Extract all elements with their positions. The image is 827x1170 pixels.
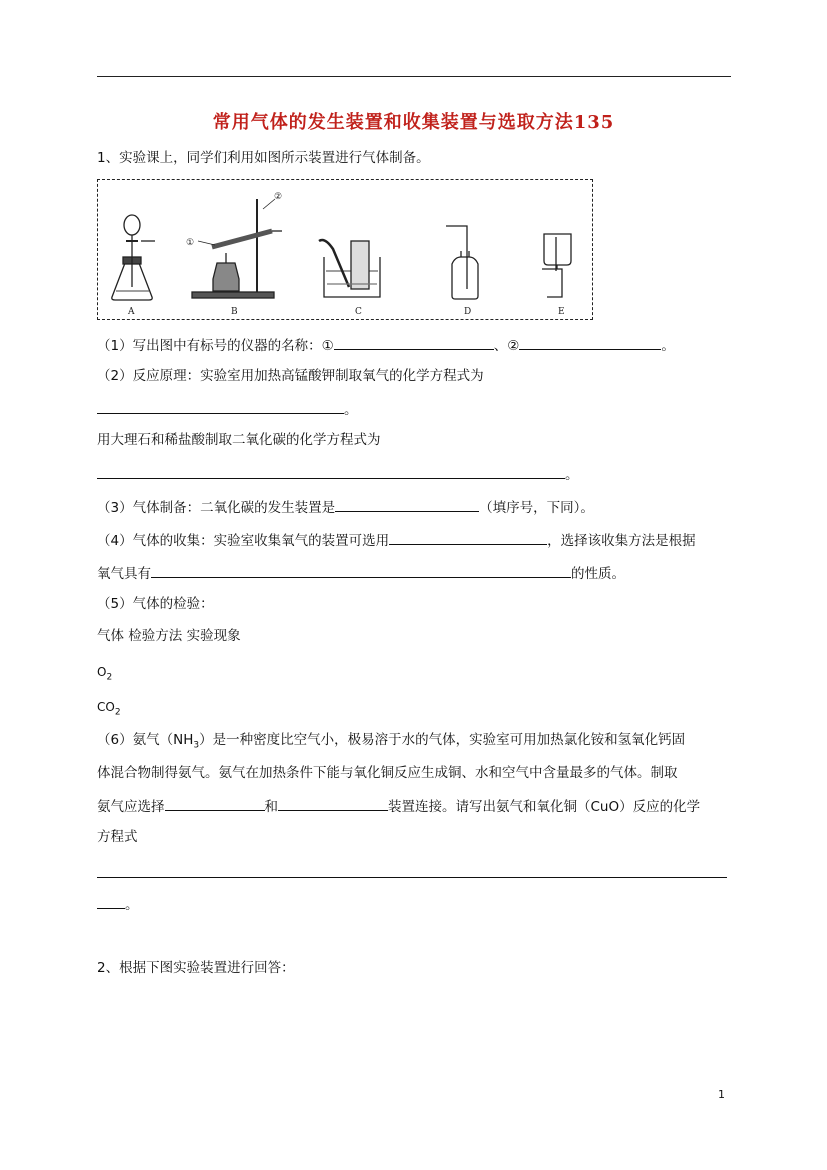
q1-part-6-line1	[97, 730, 685, 756]
q1-p1-text-a: （1）写出图中有标号的仪器的名称：①	[97, 338, 334, 354]
q1-p1-text-b: 、②	[493, 338, 520, 354]
q1-p3-text-a: （3）气体制备：二氧化碳的发生装置是	[97, 500, 336, 516]
question-2-intro: 2、根据下图实验装置进行回答：	[97, 960, 295, 976]
q1-p4-text-b: ，选择该收集方法是根据	[547, 533, 696, 549]
answer-blank-1[interactable]	[334, 334, 494, 350]
co2-sub: 2	[114, 707, 121, 718]
apparatus-b	[192, 199, 282, 298]
q1-p4-text-d: 的性质。	[571, 566, 625, 582]
question-1-intro: 1、实验课上，同学们利用如图所示装置进行气体制备。	[97, 150, 430, 166]
answer-blank-o2-property[interactable]	[151, 562, 571, 578]
q1-part-5-o2	[97, 662, 112, 687]
q1-p2b-end: 。	[565, 467, 579, 483]
q1-part-5: （5）气体的检验：	[97, 596, 214, 612]
q1-part-2b-answer	[97, 463, 579, 485]
q1-p6-text-c3: 装置连接。请写出氨气和氧化铜（CuO）反应的化学	[388, 799, 701, 815]
q1-part-6-answer-end	[97, 893, 139, 915]
answer-blank-nh3-generator[interactable]	[165, 795, 265, 811]
q1-part-6-line3	[97, 795, 700, 817]
answer-blank-nh3-equation[interactable]	[97, 877, 727, 878]
o2-sub: 2	[106, 672, 113, 683]
label-c: C	[355, 307, 362, 317]
q1-part-1	[97, 334, 675, 356]
page-title: 常用气体的发生装置和收集装置与选取方法135	[212, 112, 615, 133]
label-d: D	[464, 307, 472, 317]
q1-part-3	[97, 496, 594, 518]
o2-main: O	[97, 665, 107, 679]
q1-part-6-line4: 方程式	[97, 829, 138, 845]
q1-part-4	[97, 529, 696, 551]
answer-blank-co2-generator[interactable]	[335, 496, 479, 512]
q1-p3-text-b: （填序号，下同）。	[479, 500, 594, 516]
q1-p2-end: 。	[344, 402, 358, 418]
label-b: B	[231, 307, 238, 317]
q1-p6-text-c1: 氨气应选择	[97, 799, 165, 815]
answer-blank-2[interactable]	[519, 334, 661, 350]
answer-blank-kmno4-equation[interactable]	[97, 398, 344, 414]
q1-part-2-answer	[97, 398, 358, 420]
page-number: 1	[718, 1088, 725, 1101]
nh3-sub: 3	[193, 740, 200, 751]
q1-p6-text-a2: ）是一种密度比空气小，极易溶于水的气体，实验室可用加热氯化铵和氢氧化钙固	[199, 732, 686, 748]
answer-blank-nh3-collector[interactable]	[278, 795, 388, 811]
marker-2: ②	[274, 192, 283, 202]
q1-part-2b: 用大理石和稀盐酸制取二氧化碳的化学方程式为	[97, 432, 381, 448]
q1-p4-text-a: （4）气体的收集：实验室收集氧气的装置可选用	[97, 533, 390, 549]
q1-p1-text-c: 。	[661, 338, 675, 354]
answer-blank-o2-collector[interactable]	[389, 529, 547, 545]
label-a: A	[128, 307, 135, 317]
q1-part-5-co2	[97, 697, 121, 722]
marker-1: ①	[186, 238, 195, 248]
q1-p6-text-a1: （6）氨气（NH	[97, 732, 194, 748]
apparatus-a	[112, 215, 155, 300]
co2-main: CO	[97, 700, 115, 714]
answer-blank-co2-equation[interactable]	[97, 463, 565, 479]
answer-blank-nh3-equation-tail[interactable]	[97, 893, 125, 909]
q1-p6-end: 。	[125, 897, 139, 913]
q1-p6-text-c2: 和	[264, 799, 278, 815]
q1-part-5-header: 气体 检验方法 实验现象	[97, 628, 241, 644]
q1-part-4-cont	[97, 562, 625, 584]
q1-p4-text-c: 氧气具有	[97, 566, 151, 582]
apparatus-e	[542, 234, 571, 297]
q1-part-6-line2: 体混合物制得氨气。氨气在加热条件下能与氧化铜反应生成铜、水和空气中含量最多的气体。制取	[97, 765, 678, 781]
label-e: E	[558, 307, 565, 317]
apparatus-figure	[97, 179, 593, 320]
apparatus-c	[319, 240, 380, 297]
apparatus-d	[446, 226, 478, 299]
q1-part-2: （2）反应原理：实验室用加热高锰酸钾制取氧气的化学方程式为	[97, 368, 484, 384]
header-rule	[97, 76, 731, 77]
